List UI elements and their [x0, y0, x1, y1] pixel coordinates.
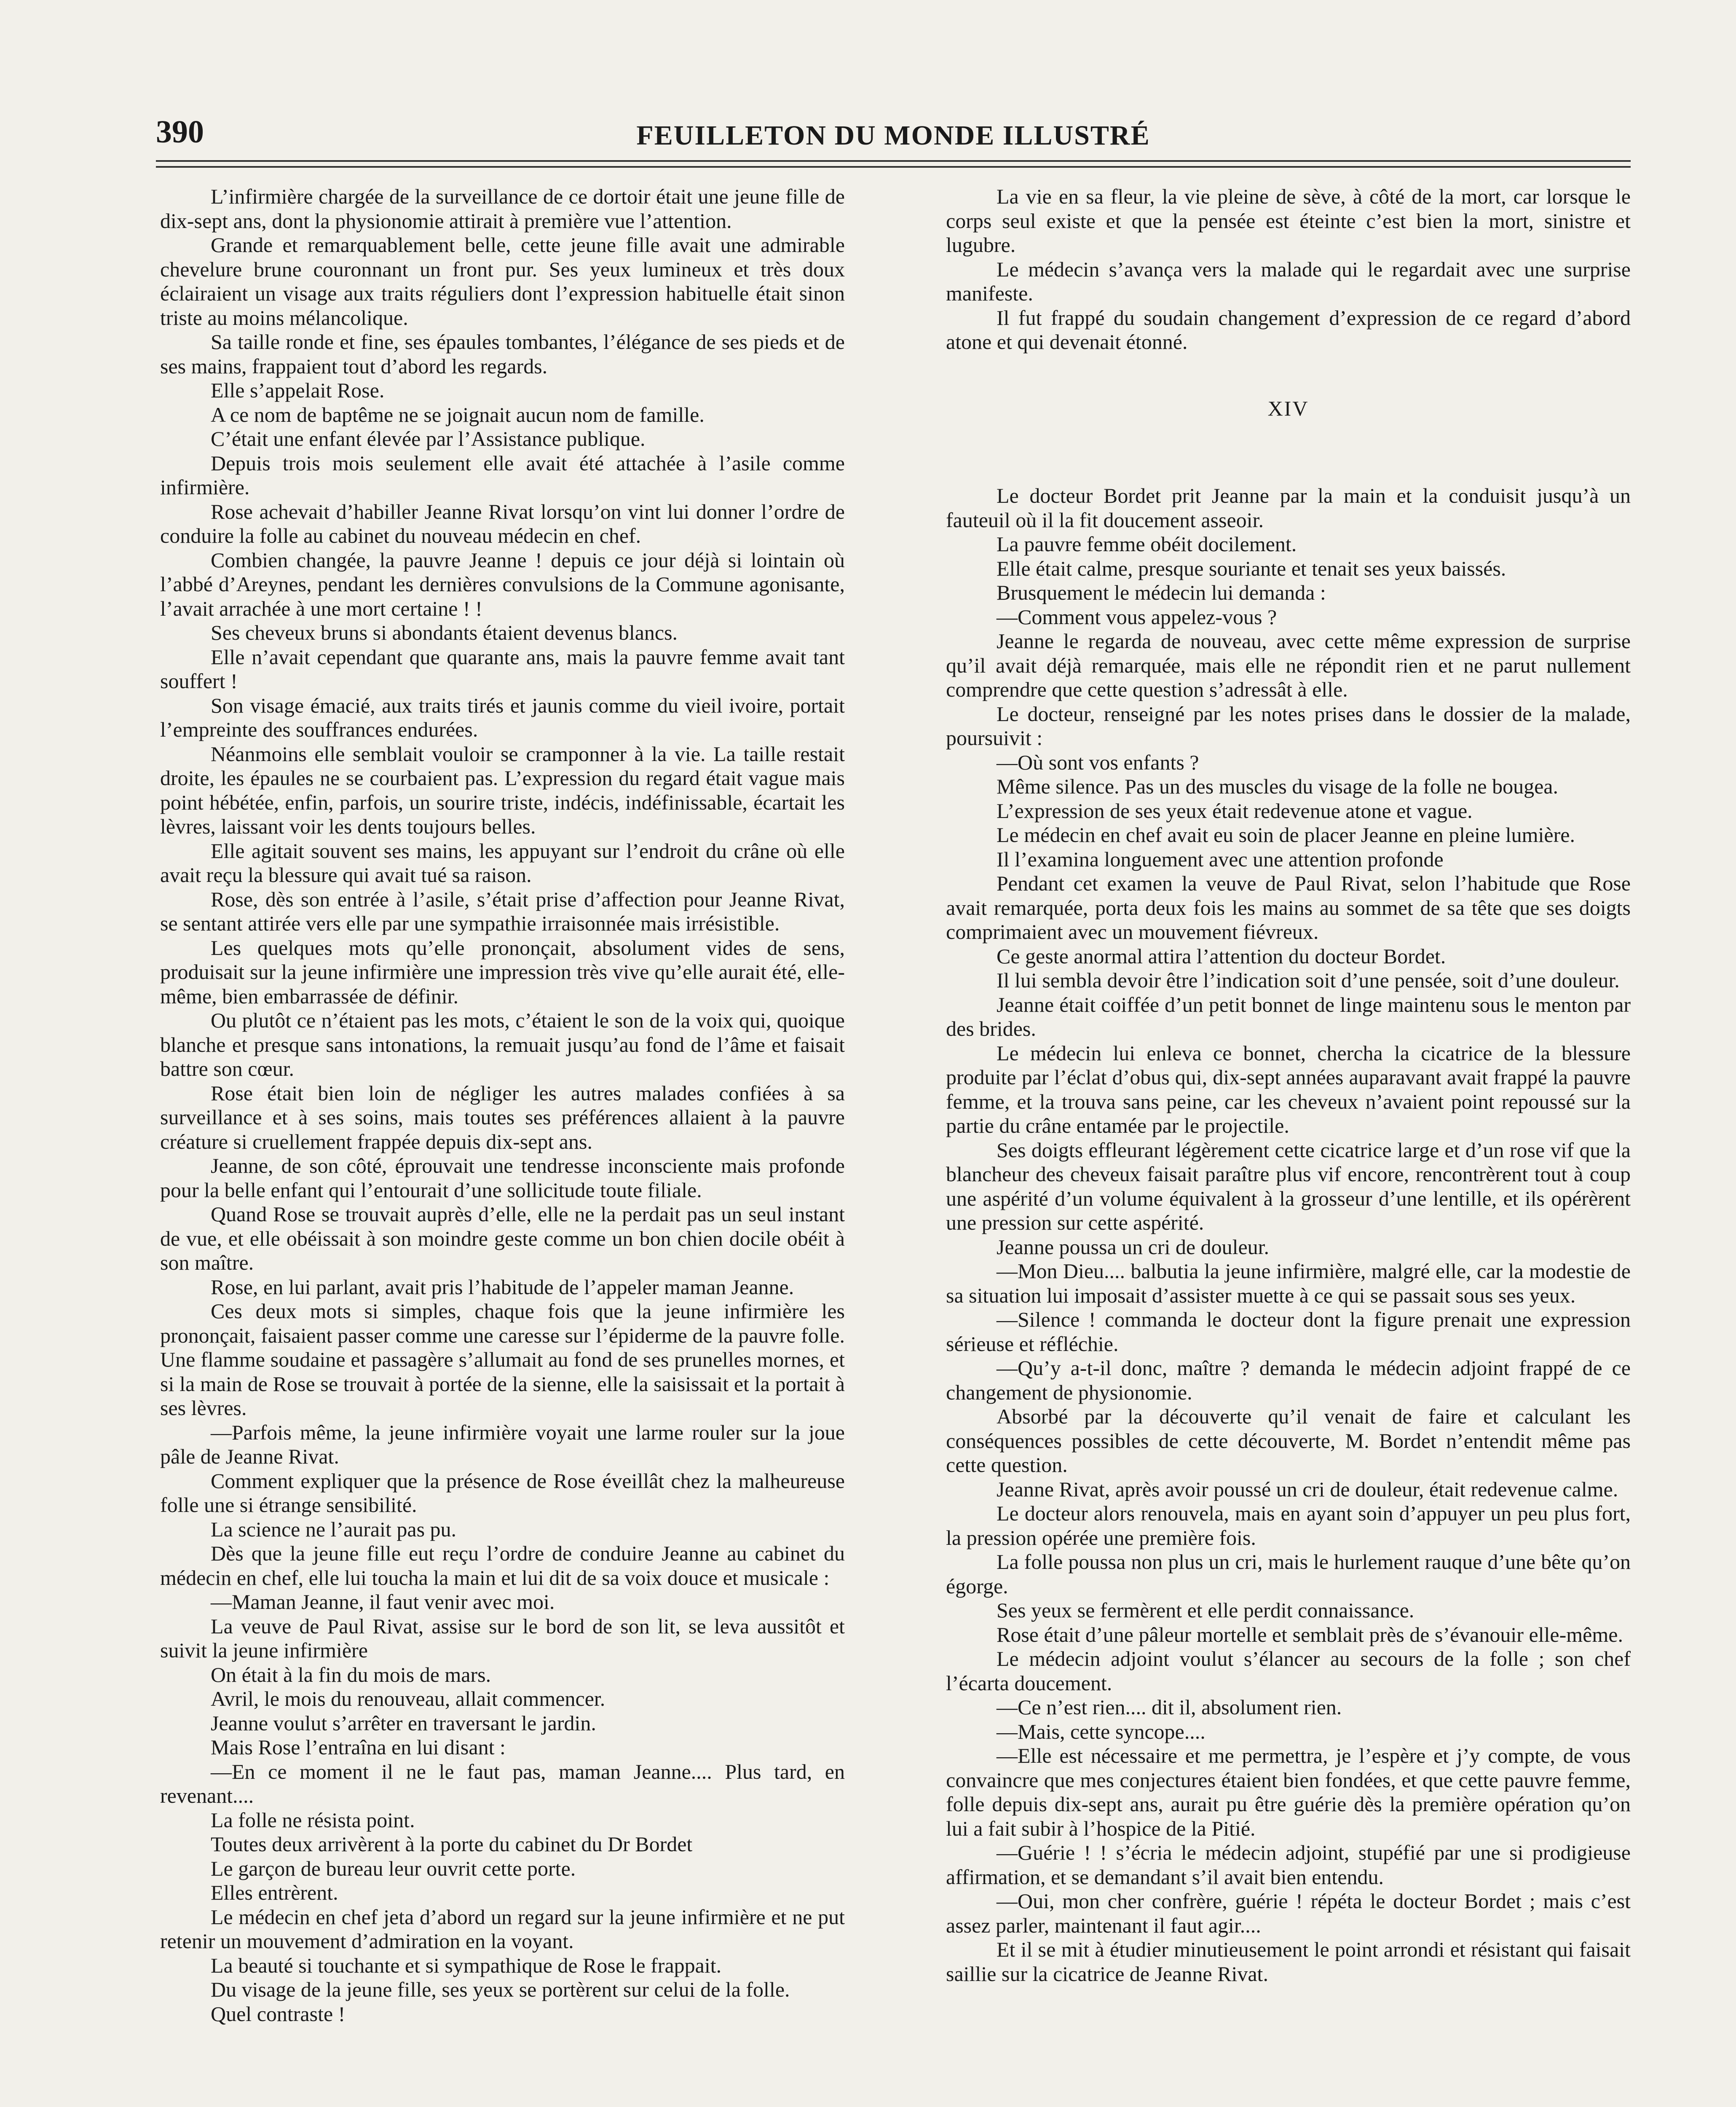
paragraph: Elle était calme, presque souriante et tenait ses yeux baissés.: [997, 556, 1506, 580]
paragraph: Sa taille ronde et fine, ses épaules tombantes, l’élégance de ses pieds et de ses mains, frappaient tout d’abord les regards.: [160, 330, 845, 378]
paragraph: Absorbé par la découverte qu’il venait de faire et calculant les conséquences possibles de cette découverte, M. Bordet n’entendit même pas cette question.: [946, 1405, 1631, 1477]
paragraph: Le médecin lui enleva ce bonnet, chercha la cicatrice de la blessure produite par l’éclat d’obus qui, dix-sept années auparavant avait frappé la pauvre femme, et la trouva sans peine, car les cheveux n’avaient point repoussé sur la partie du crâne entamée par le projectile.: [946, 1041, 1631, 1137]
paragraph: —Parfois même, la jeune infirmière voyait une larme rouler sur la joue pâle de Jeanne Rivat.: [160, 1420, 845, 1468]
paragraph: Quand Rose se trouvait auprès d’elle, elle ne la perdait pas un seul instant de vue, et elle obéissait à son moindre geste comme un bon chien docile obéit à son maître.: [160, 1202, 845, 1274]
paragraph: —Maman Jeanne, il faut venir avec moi.: [211, 1590, 555, 1614]
paragraph: Dès que la jeune fille eut reçu l’ordre de conduire Jeanne au cabinet du médecin en chef, elle lui toucha la main et lui dit de sa voix douce et musicale :: [160, 1541, 845, 1590]
paragraph: Son visage émacié, aux traits tirés et jaunis comme du vieil ivoire, portait l’empreinte des souffrances endurées.: [160, 693, 845, 741]
paragraph: —Ce n’est rien.... dit il, absolument rien.: [997, 1695, 1342, 1719]
paragraph: Le garçon de bureau leur ouvrit cette porte.: [211, 1856, 576, 1880]
paragraph: Rose était bien loin de négliger les autres malades confiées à sa surveillance et à ses soins, mais toutes ses préférences allaient à la pauvre créature si cruellement frappée depuis dix-sept ans.: [160, 1081, 845, 1153]
paragraph: Grande et remarquablement belle, cette jeune fille avait une admirable chevelure brune couronnant un front pur. Ses yeux lumineux et très doux éclairaient un visage aux traits réguliers dont l’expression habituelle était sinon triste au moins mélancolique.: [160, 233, 845, 330]
paragraph: Le docteur alors renouvela, mais en ayant soin d’appuyer un peu plus fort, la pression opérée une première fois.: [946, 1501, 1631, 1549]
paragraph: —En ce moment il ne le faut pas, maman Jeanne.... Plus tard, en revenant....: [160, 1759, 845, 1807]
paragraph: La veuve de Paul Rivat, assise sur le bord de son lit, se leva aussitôt et suivit la jeune infirmière: [160, 1614, 845, 1662]
paragraph: Jeanne poussa un cri de douleur.: [997, 1235, 1270, 1259]
paragraph: La folle poussa non plus un cri, mais le hurlement rauque d’une bête qu’on égorge.: [946, 1550, 1631, 1598]
paragraph: Ce geste anormal attira l’attention du docteur Bordet.: [997, 944, 1446, 968]
paragraph: Elles entrèrent.: [211, 1881, 338, 1904]
paragraph: Même silence. Pas un des muscles du visage de la folle ne bougea.: [997, 775, 1558, 798]
paragraph: Néanmoins elle semblait vouloir se cramponner à la vie. La taille restait droite, les épaules ne se courbaient pas. L’expression du regard était vague mais point hébétée, enfin, parfois, un sourire triste, indécis, indéfinissable, écartait les lèvres, laissant voir les dents toujours belles.: [160, 742, 845, 838]
paragraph: Le médecin en chef avait eu soin de placer Jeanne en pleine lumière.: [997, 823, 1575, 847]
right-column-bottom: [946, 484, 1631, 1986]
page-header: [156, 114, 1631, 160]
paragraph: Il lui sembla devoir être l’indication soit d’une pensée, soit d’une douleur.: [997, 968, 1620, 992]
paragraph: Les quelques mots qu’elle prononçait, absolument vides de sens, produisait sur la jeune infirmière une impression très vive qu’elle aurait été, elle-même, bien embarrassée de définir.: [160, 936, 845, 1008]
paragraph: La pauvre femme obéit docilement.: [997, 532, 1297, 556]
paragraph: La vie en sa fleur, la vie pleine de sève, à côté de la mort, car lorsque le corps seul existe et que la pensée est éteinte c’est bien la mort, sinistre et lugubre.: [946, 185, 1631, 257]
paragraph: —Qu’y a-t-il donc, maître ? demanda le médecin adjoint frappé de ce changement de physionomie.: [946, 1356, 1631, 1404]
paragraph: Le médecin adjoint voulut s’élancer au secours de la folle ; son chef l’écarta doucement.: [946, 1647, 1631, 1695]
right-column-top: [946, 185, 1631, 354]
paragraph: Rose était d’une pâleur mortelle et semblait près de s’évanouir elle-même.: [997, 1622, 1623, 1646]
paragraph: Brusquement le médecin lui demanda :: [997, 581, 1326, 604]
paragraph: —Où sont vos enfants ?: [997, 750, 1199, 774]
header-rule: [156, 166, 1631, 168]
paragraph: —Guérie ! ! s’écria le médecin adjoint, stupéfié par une si prodigieuse affirmation, et se demandant s’il avait bien entendu.: [946, 1841, 1631, 1889]
paragraph: Depuis trois mois seulement elle avait été attachée à l’asile comme infirmière.: [160, 451, 845, 499]
paragraph: Combien changée, la pauvre Jeanne ! depuis ce jour déjà si lointain où l’abbé d’Areynes, pendant les dernières convulsions de la Commune agonisante, l’avait arrachée à une mort certaine ! !: [160, 548, 845, 620]
paragraph: —Mon Dieu.... balbutia la jeune infirmière, malgré elle, car la modestie de sa situation lui imposait d’assister muette à ce qui se passait sous ses yeux.: [946, 1259, 1631, 1307]
right-column: [946, 185, 1631, 1986]
paragraph: La beauté si touchante et si sympathique de Rose le frappait.: [211, 1953, 722, 1977]
chapter-heading: XIV: [1267, 396, 1309, 420]
paragraph: Ses doigts effleurant légèrement cette cicatrice large et d’un rose vif que la blancheur des cheveux faisait paraître plus vif encore, rencontrèrent tout à coup une aspérité d’un volume équivalent à la grosseur d’une lentille, et ils opérèrent une pression sur cette aspérité.: [946, 1138, 1631, 1234]
paragraph: Du visage de la jeune fille, ses yeux se portèrent sur celui de la folle.: [211, 1978, 790, 2001]
paragraph: Mais Rose l’entraîna en lui disant :: [211, 1735, 506, 1759]
paragraph: Toutes deux arrivèrent à la porte du cabinet du Dr Bordet: [211, 1832, 693, 1856]
paragraph: A ce nom de baptême ne se joignait aucun nom de famille.: [211, 402, 705, 426]
paragraph: Jeanne était coiffée d’un petit bonnet de linge maintenu sous le menton par des brides.: [946, 992, 1631, 1040]
paragraph: Ses cheveux bruns si abondants étaient devenus blancs.: [211, 621, 678, 644]
page-number: 390: [156, 114, 204, 150]
paragraph: Jeanne, de son côté, éprouvait une tendresse inconsciente mais profonde pour la belle enfant qui l’entourait d’une sollicitude toute filiale.: [160, 1154, 845, 1202]
paragraph: Il fut frappé du soudain changement d’expression de ce regard d’abord atone et qui devenait étonné.: [946, 306, 1631, 354]
paragraph: —Oui, mon cher confrère, guérie ! répéta le docteur Bordet ; mais c’est assez parler, maintenant il faut agir....: [946, 1889, 1631, 1937]
paragraph: Rose, en lui parlant, avait pris l’habitude de l’appeler maman Jeanne.: [211, 1275, 794, 1299]
paragraph: L’infirmière chargée de la surveillance de ce dortoir était une jeune fille de dix-sept ans, dont la physionomie attirait à première vue l’attention.: [160, 185, 845, 233]
paragraph: L’expression de ses yeux était redevenue atone et vague.: [997, 799, 1473, 823]
paragraph: Ses yeux se fermèrent et elle perdit connaissance.: [997, 1598, 1415, 1622]
paragraph: Avril, le mois du renouveau, allait commencer.: [211, 1687, 605, 1710]
paragraph: Le docteur, renseigné par les notes prises dans le dossier de la malade, poursuivit :: [946, 702, 1631, 750]
paragraph: Pendant cet examen la veuve de Paul Rivat, selon l’habitude que Rose avait remarquée, porta deux fois les mains au sommet de sa tête que ses doigts comprimaient avec un mouvement fiévreux.: [946, 871, 1631, 944]
paragraph: Comment expliquer que la présence de Rose éveillât chez la malheureuse folle une si étrange sensibilité.: [160, 1469, 845, 1517]
paragraph: —Comment vous appelez-vous ?: [997, 605, 1277, 629]
paragraph: Rose achevait d’habiller Jeanne Rivat lorsqu’on vint lui donner l’ordre de conduire la folle au cabinet du nouveau médecin en chef.: [160, 499, 845, 547]
paragraph: La science ne l’aurait pas pu.: [211, 1517, 457, 1541]
paragraph: Rose, dès son entrée à l’asile, s’était prise d’affection pour Jeanne Rivat, se sentant attirée vers elle par une sympathie irraisonnée mais irrésistible.: [160, 887, 845, 935]
paragraph: —Elle est nécessaire et me permettra, je l’espère et j’y compte, de vous convaincre que mes conjectures étaient bien fondées, et que cette pauvre femme, folle depuis dix-sept ans, aurait pu être guérie dès la première opération qu’on lui a fait subir à l’hospice de la Pitié.: [946, 1744, 1631, 1840]
left-column: [160, 185, 845, 2026]
paragraph: Le docteur Bordet prit Jeanne par la main et la conduisit jusqu’à un fauteuil où il la fit doucement asseoir.: [946, 484, 1631, 532]
paragraph: Et il se mit à étudier minutieusement le point arrondi et résistant qui faisait saillie sur la cicatrice de Jeanne Rivat.: [946, 1938, 1631, 1986]
paragraph: Elle s’appelait Rose.: [211, 378, 385, 402]
paragraph: On était à la fin du mois de mars.: [211, 1662, 491, 1686]
paragraph: Quel contraste !: [211, 2002, 346, 2026]
paragraph: —Mais, cette syncope....: [997, 1719, 1206, 1743]
paragraph: Elle agitait souvent ses mains, les appuyant sur l’endroit du crâne où elle avait reçu la blessure qui avait tué sa raison.: [160, 839, 845, 887]
paragraph: Ces deux mots si simples, chaque fois que la jeune infirmière les prononçait, faisaient passer comme une caresse sur l’épiderme de la pauvre folle. Une flamme soudaine et passagère s’allumait au fond de ses prunelles mornes, et si la main de Rose se trouvait à portée de la sienne, elle la saisissait et la portait à ses lèvres.: [160, 1299, 845, 1420]
header-rule: [156, 160, 1631, 162]
paragraph: Jeanne voulut s’arrêter en traversant le jardin.: [211, 1711, 596, 1735]
paragraph: —Silence ! commanda le docteur dont la figure prenait une expression sérieuse et réfléchie.: [946, 1308, 1631, 1356]
paragraph: Le médecin s’avança vers la malade qui le regardait avec une surprise manifeste.: [946, 257, 1631, 305]
paragraph: Le médecin en chef jeta d’abord un regard sur la jeune infirmière et ne put retenir un mouvement d’admiration en la voyant.: [160, 1905, 845, 1953]
paragraph: Ou plutôt ce n’étaient pas les mots, c’étaient le son de la voix qui, quoique blanche et presque sans intonations, la remuait jusqu’au fond de l’âme et faisait battre son cœur.: [160, 1008, 845, 1080]
running-title: FEUILLETON DU MONDE ILLUSTRÉ: [636, 120, 1150, 151]
paragraph: Elle n’avait cependant que quarante ans, mais la pauvre femme avait tant souffert !: [160, 645, 845, 693]
paragraph: La folle ne résista point.: [211, 1808, 415, 1832]
paragraph: C’était une enfant élevée par l’Assistance publique.: [211, 427, 646, 450]
paragraph: Jeanne Rivat, après avoir poussé un cri de douleur, était redevenue calme.: [997, 1477, 1618, 1501]
paragraph: Jeanne le regarda de nouveau, avec cette même expression de surprise qu’il avait déjà remarquée, mais elle ne répondit rien et ne parut nullement comprendre que cette question s’adressât à elle.: [946, 629, 1631, 701]
paragraph: Il l’examina longuement avec une attention profonde: [997, 847, 1444, 871]
